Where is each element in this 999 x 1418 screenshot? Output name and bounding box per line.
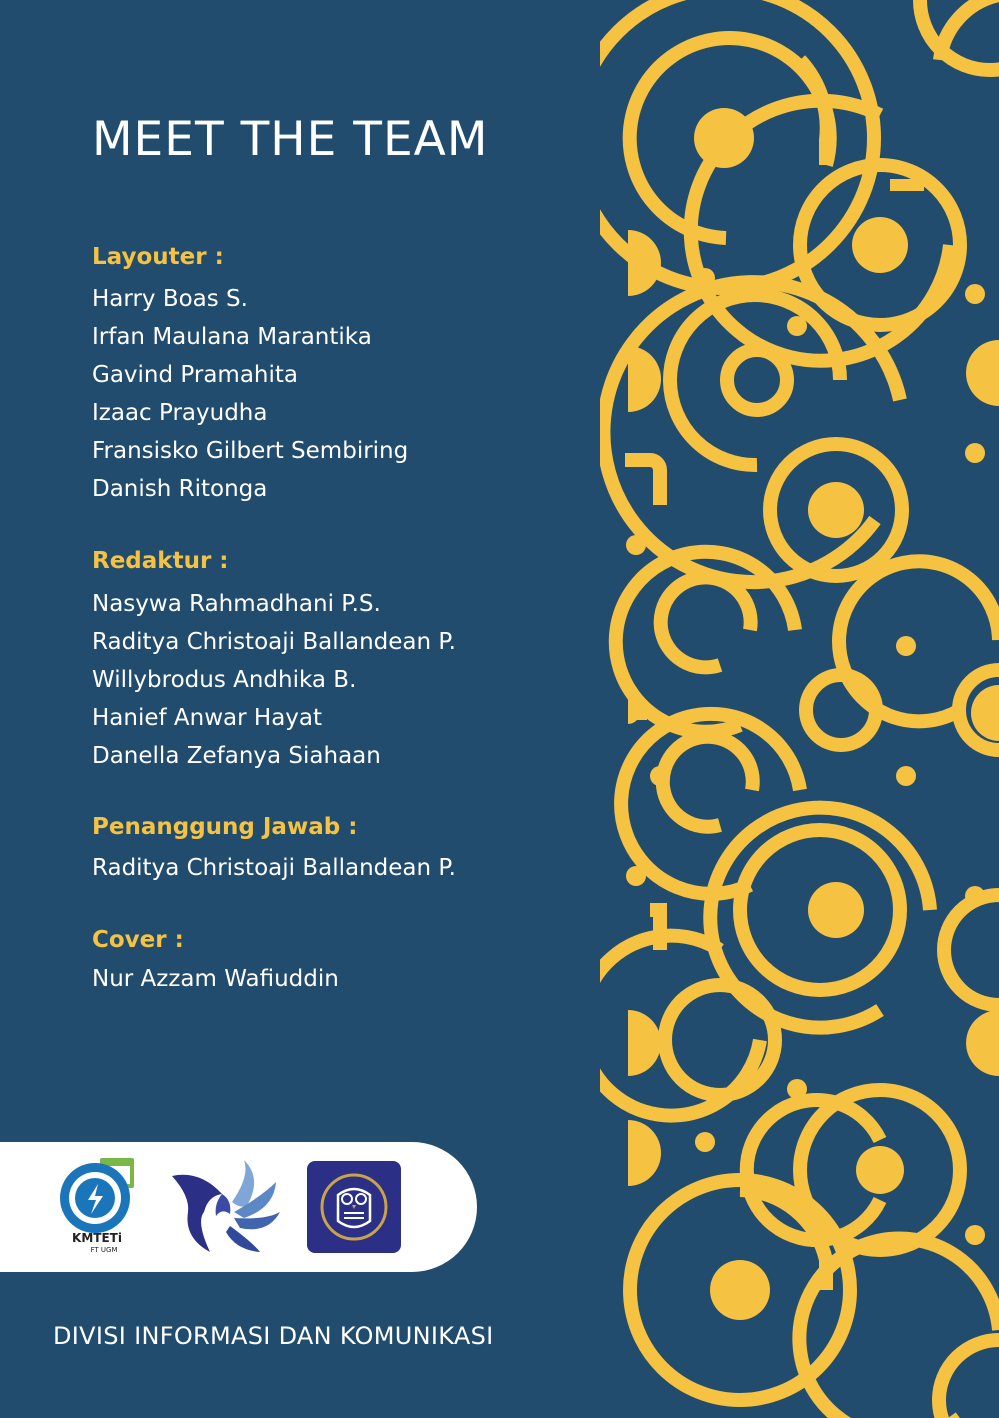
list-item: Raditya Christoaji Ballandean P.: [92, 629, 456, 655]
section-heading-layouter: Layouter :: [92, 244, 224, 270]
list-item: Gavind Pramahita: [92, 362, 299, 388]
owl-logo-icon: [307, 1161, 401, 1253]
logo-bar: [0, 1142, 477, 1272]
list-item: Harry Boas S.: [92, 286, 248, 312]
section-heading-penanggung-jawab: Penanggung Jawab :: [92, 814, 358, 840]
list-item: Willybrodus Andhika B.: [92, 667, 357, 693]
section-heading-redaktur: Redaktur :: [92, 548, 229, 574]
footer-division-name: DIVISI INFORMASI DAN KOMUNIKASI: [53, 1322, 494, 1350]
list-item: Danish Ritonga: [92, 476, 268, 502]
member-list-penanggung-jawab: [92, 849, 456, 887]
member-list-layouter: [92, 280, 408, 508]
page-title: MEET THE TEAM: [92, 112, 489, 167]
list-item: Izaac Prayudha: [92, 400, 268, 426]
decorative-circle-pattern: [600, 0, 999, 1418]
kmteti-logo-sub: FT UGM: [90, 1246, 118, 1254]
list-item: Hanief Anwar Hayat: [92, 705, 323, 731]
list-item: Nasywa Rahmadhani P.S.: [92, 591, 381, 617]
kmteti-logo-name: KMTETi: [72, 1231, 122, 1245]
list-item: Raditya Christoaji Ballandean P.: [92, 855, 456, 881]
section-heading-cover: Cover :: [92, 927, 184, 953]
list-item: Danella Zefanya Siahaan: [92, 743, 381, 769]
member-list-redaktur: [92, 585, 456, 775]
list-item: Fransisko Gilbert Sembiring: [92, 438, 409, 464]
list-item: Nur Azzam Wafiuddin: [92, 966, 339, 992]
list-item: Irfan Maulana Marantika: [92, 324, 372, 350]
member-list-cover: [92, 960, 339, 998]
bird-logo-icon: [170, 1156, 282, 1256]
kmteti-logo-icon: [58, 1158, 136, 1254]
